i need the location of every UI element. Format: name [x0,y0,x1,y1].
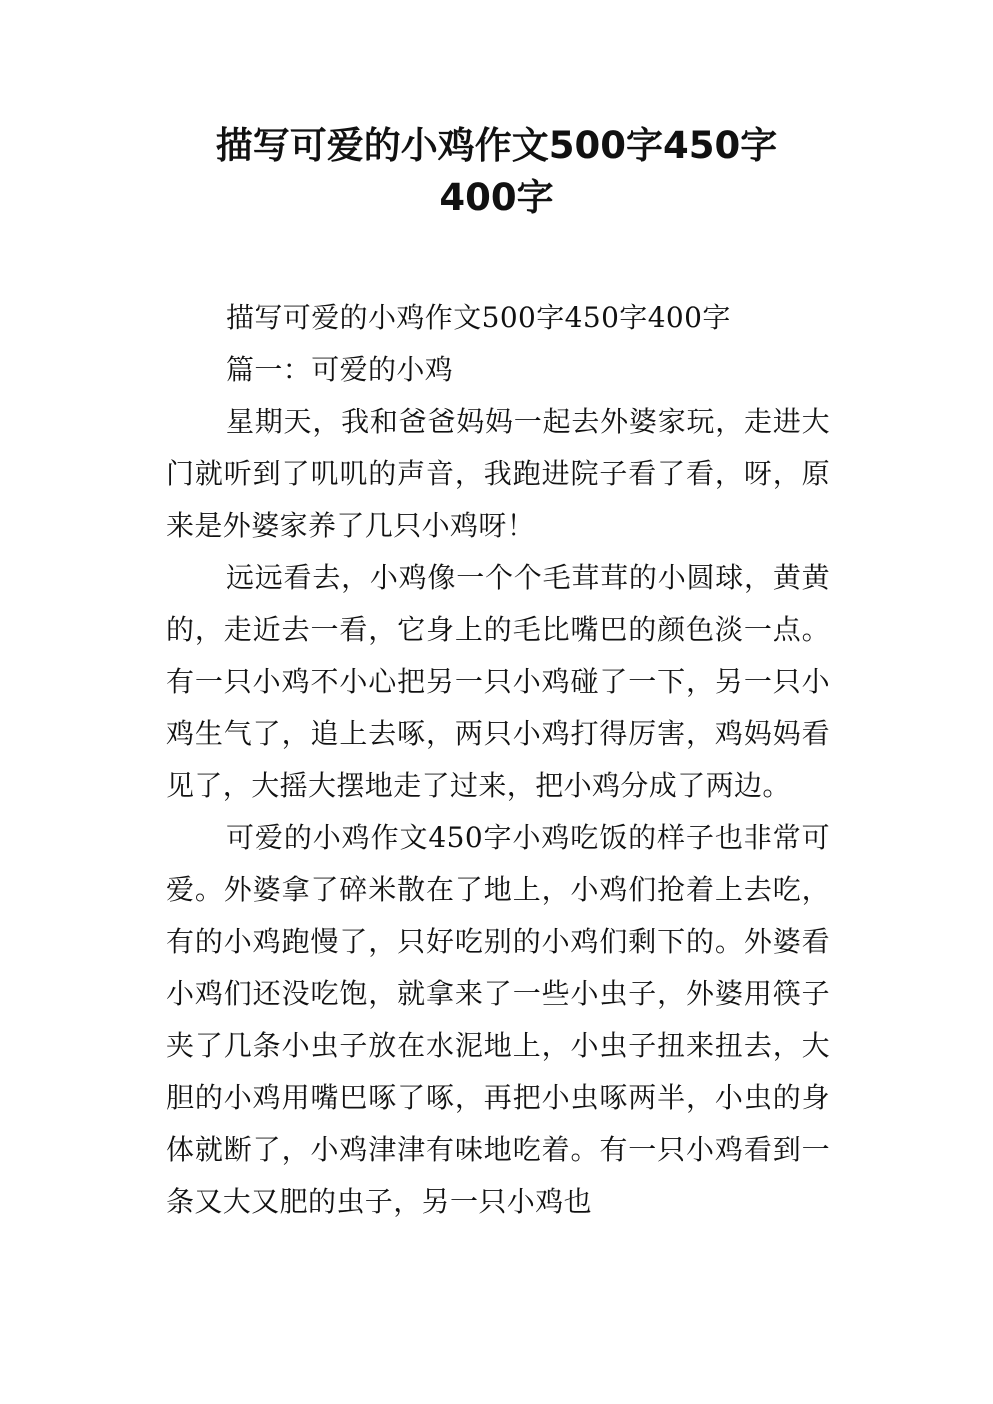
document-body [166,292,830,1228]
section-heading: 篇一：可爱的小鸡 [226,353,454,386]
body-paragraph: 远远看去，小鸡像一个个毛茸茸的小圆球，黄黄的，走近去一看，它身上的毛比嘴巴的颜色淡一点。有一只小鸡不小心把另一只小鸡碰了一下，另一只小鸡生气了，追上去啄，两只小鸡打得厉害，鸡妈妈看见了，大摇大摆地走了过来，把小鸡分成了两边。 [166,561,830,802]
body-paragraph: 可爱的小鸡作文450字小鸡吃饭的样子也非常可爱。外婆拿了碎米散在了地上，小鸡们抢着上去吃，有的小鸡跑慢了，只好吃别的小鸡们剩下的。外婆看小鸡们还没吃饱，就拿来了一些小虫子，外婆用筷子夹了几条小虫子放在水泥地上，小虫子扭来扭去，大胆的小鸡用嘴巴啄了啄，再把小虫啄两半，小虫的身体就断了，小鸡津津有味地吃着。有一只小鸡看到一条又大又肥的虫子，另一只小鸡也 [166,821,830,1218]
body-paragraph: 星期天，我和爸爸妈妈一起去外婆家玩，走进大门就听到了叽叽的声音，我跑进院子看了看，呀，原来是外婆家养了几只小鸡呀！ [166,405,830,542]
subtitle-paragraph: 描写可爱的小鸡作文500字450字400字 [226,301,731,334]
document-title [150,120,843,224]
title-line-2: 400字 [439,176,554,219]
title-line-1: 描写可爱的小鸡作文500字450字 [215,124,778,167]
